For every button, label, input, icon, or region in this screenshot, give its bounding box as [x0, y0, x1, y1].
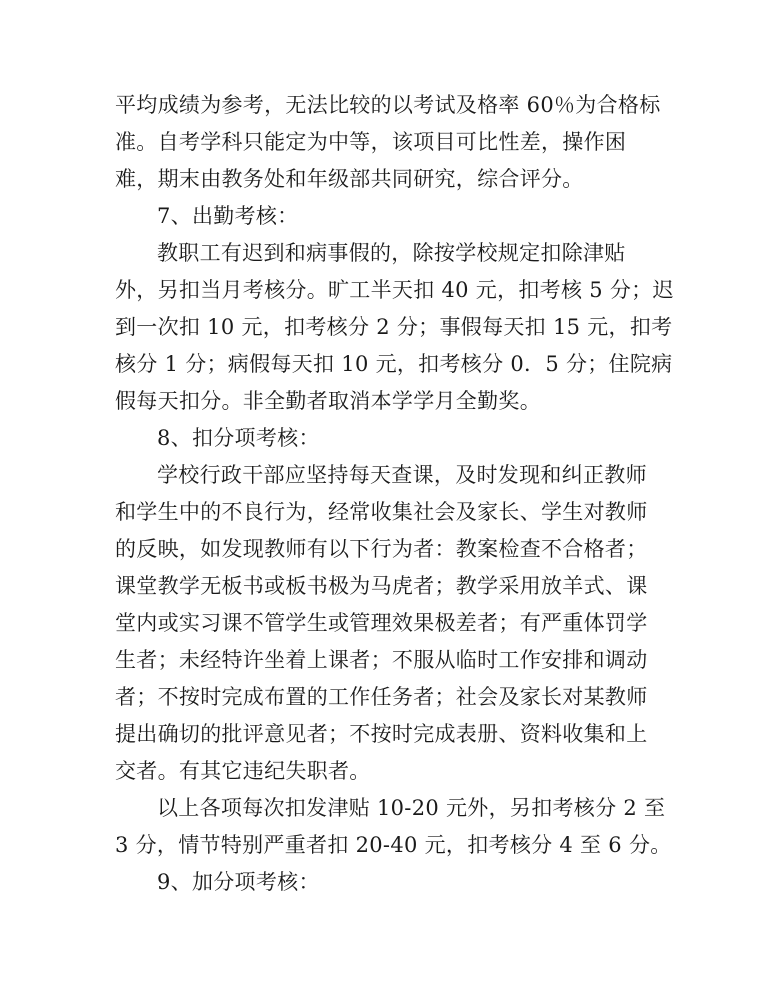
section-heading-bonus: 9、加分项考核： [157, 870, 320, 894]
section-heading-deductions: 8、扣分项考核： [157, 426, 320, 450]
text-line: 的反映，如发现教师有以下行为者：教案检查不合格者； [115, 537, 648, 561]
text-line: 课堂教学无板书或板书极为马虎者；教学采用放羊式、课 [115, 574, 648, 598]
text-line: 准。自考学科只能定为中等，该项目可比性差，操作困 [115, 130, 627, 154]
text-line: 堂内或实习课不管学生或管理效果极差者；有严重体罚学 [115, 611, 648, 635]
text-line: 平均成绩为参考，无法比较的以考试及格率 60％为合格标 [115, 93, 661, 117]
text-line: 3 分，情节特别严重者扣 20-40 元，扣考核分 4 至 6 分。 [115, 833, 672, 857]
text-line: 到一次扣 10 元，扣考核分 2 分；事假每天扣 15 元，扣考 [115, 315, 673, 339]
text-line: 以上各项每次扣发津贴 10-20 元外，另扣考核分 2 至 [157, 796, 666, 820]
text-line: 学校行政干部应坚持每天查课，及时发现和纠正教师 [157, 463, 647, 487]
text-line: 者；不按时完成布置的工作任务者；社会及家长对某教师 [115, 685, 648, 709]
text-line: 教职工有迟到和病事假的，除按学校规定扣除津贴 [157, 241, 626, 265]
section-heading-attendance: 7、出勤考核： [157, 204, 299, 228]
text-line: 和学生中的不良行为，经常收集社会及家长、学生对教师 [115, 500, 648, 524]
text-line: 外，另扣当月考核分。旷工半天扣 40 元，扣考核 5 分；迟 [115, 278, 674, 302]
text-line: 生者；未经特许坐着上课者；不服从临时工作安排和调动 [115, 648, 648, 672]
text-line: 核分 1 分；病假每天扣 10 元，扣考核分 0．5 分；住院病 [115, 352, 673, 376]
text-line: 交者。有其它违纪失职者。 [115, 759, 371, 783]
text-line: 难，期末由教务处和年级部共同研究，综合评分。 [115, 167, 584, 191]
text-line: 假每天扣分。非全勤者取消本学学月全勤奖。 [115, 389, 541, 413]
text-line: 提出确切的批评意见者；不按时完成表册、资料收集和上 [115, 722, 648, 746]
